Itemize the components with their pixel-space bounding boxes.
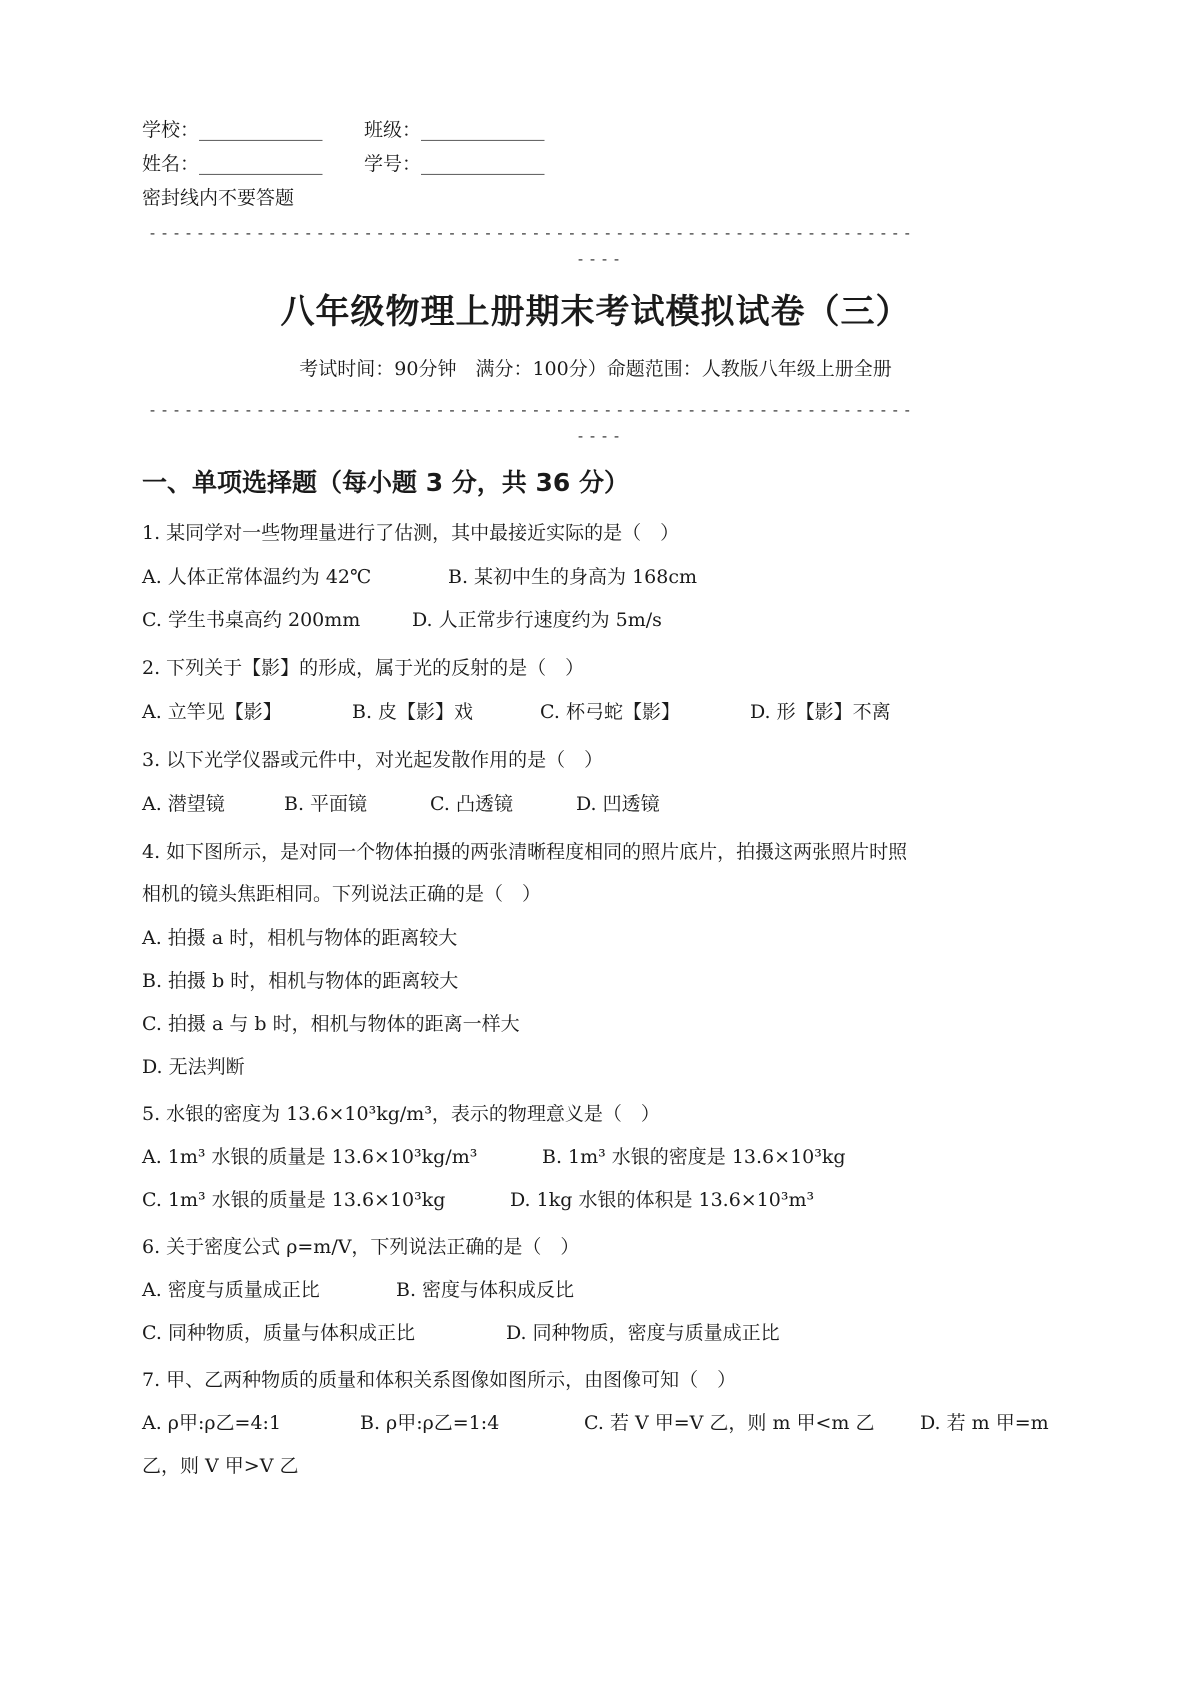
option-c: C. 杯弓蛇【影】 — [540, 701, 680, 723]
question-4-stem-line1: 4. 如下图所示，是对同一个物体拍摄的两张清晰程度相同的照片底片，拍摄这两张照片时照 — [142, 841, 908, 863]
question-4-option-d: D. 无法判断 — [142, 1056, 245, 1078]
option-b: B. 密度与体积成反比 — [396, 1279, 575, 1301]
question-1-stem: 1. 某同学对一些物理量进行了估测，其中最接近实际的是（ ） — [142, 522, 680, 544]
option-d: D. 同种物质，密度与质量成正比 — [506, 1322, 780, 1344]
question-2-stem: 2. 下列关于【影】的形成，属于光的反射的是（ ） — [142, 657, 585, 679]
option-d: D. 若 m 甲=m — [920, 1412, 1049, 1434]
question-5-stem: 5. 水银的密度为 13.6×10³kg/m³，表示的物理意义是（ ） — [142, 1103, 660, 1125]
question-4-stem-line2: 相机的镜头焦距相同。下列说法正确的是（ ） — [142, 883, 542, 905]
option-c: C. 凸透镜 — [430, 793, 513, 815]
option-d: D. 形【影】不离 — [750, 701, 891, 723]
student-id-field: 学号：_____________ — [364, 153, 545, 175]
school-field: 学校：_____________ — [142, 119, 323, 141]
question-3-stem: 3. 以下光学仪器或元件中，对光起发散作用的是（ ） — [142, 749, 604, 771]
question-7-option-d-continued: 乙，则 V 甲>V 乙 — [142, 1455, 299, 1477]
seal-dash-line-tail: ---- — [576, 250, 624, 268]
separator-dash-line: ---------------------------------------------------------------- — [148, 401, 915, 419]
exam-info: 考试时间：90分钟 满分：100分）命题范围：人教版八年级上册全册 — [299, 358, 892, 380]
question-6-stem: 6. 关于密度公式 ρ=m/V，下列说法正确的是（ ） — [142, 1236, 580, 1258]
option-d: D. 人正常步行速度约为 5m/s — [412, 609, 662, 631]
header-row-school — [142, 118, 545, 142]
question-4-option-b: B. 拍摄 b 时，相机与物体的距离较大 — [142, 970, 459, 992]
option-a: A. 1m³ 水银的质量是 13.6×10³kg/m³ — [142, 1146, 478, 1168]
option-c: C. 若 V 甲=V 乙，则 m 甲<m 乙 — [584, 1412, 875, 1434]
option-a: A. 立竿见【影】 — [142, 701, 282, 723]
question-4-option-a: A. 拍摄 a 时，相机与物体的距离较大 — [142, 927, 458, 949]
question-7-stem: 7. 甲、乙两种物质的质量和体积关系图像如图所示，由图像可知（ ） — [142, 1369, 737, 1391]
page-title: 八年级物理上册期末考试模拟试卷（三） — [280, 292, 911, 332]
option-b: B. 某初中生的身高为 168cm — [448, 566, 698, 588]
option-c: C. 1m³ 水银的质量是 13.6×10³kg — [142, 1189, 446, 1211]
separator-dash-line-tail: ---- — [576, 427, 624, 445]
question-4-option-c: C. 拍摄 a 与 b 时，相机与物体的距离一样大 — [142, 1013, 520, 1035]
option-b: B. 皮【影】戏 — [352, 701, 474, 723]
seal-dash-line: ---------------------------------------------------------------- — [148, 224, 915, 242]
option-a: A. 密度与质量成正比 — [142, 1279, 320, 1301]
section-heading: 一、单项选择题（每小题 3 分，共 36 分） — [142, 468, 630, 497]
header-row-name — [142, 152, 545, 176]
option-b: B. 1m³ 水银的密度是 13.6×10³kg — [542, 1146, 846, 1168]
option-a: A. 人体正常体温约为 42℃ — [142, 566, 372, 588]
name-field: 姓名：_____________ — [142, 153, 323, 175]
option-d: D. 1kg 水银的体积是 13.6×10³m³ — [510, 1189, 815, 1211]
option-c: C. 学生书桌高约 200mm — [142, 609, 361, 631]
class-field: 班级：_____________ — [364, 119, 545, 141]
option-a: A. ρ甲:ρ乙=4:1 — [142, 1412, 282, 1434]
option-b: B. ρ甲:ρ乙=1:4 — [360, 1412, 500, 1434]
option-b: B. 平面镜 — [284, 793, 368, 815]
seal-note: 密封线内不要答题 — [142, 187, 295, 209]
option-a: A. 潜望镜 — [142, 793, 225, 815]
option-c: C. 同种物质，质量与体积成正比 — [142, 1322, 415, 1344]
option-d: D. 凹透镜 — [576, 793, 660, 815]
